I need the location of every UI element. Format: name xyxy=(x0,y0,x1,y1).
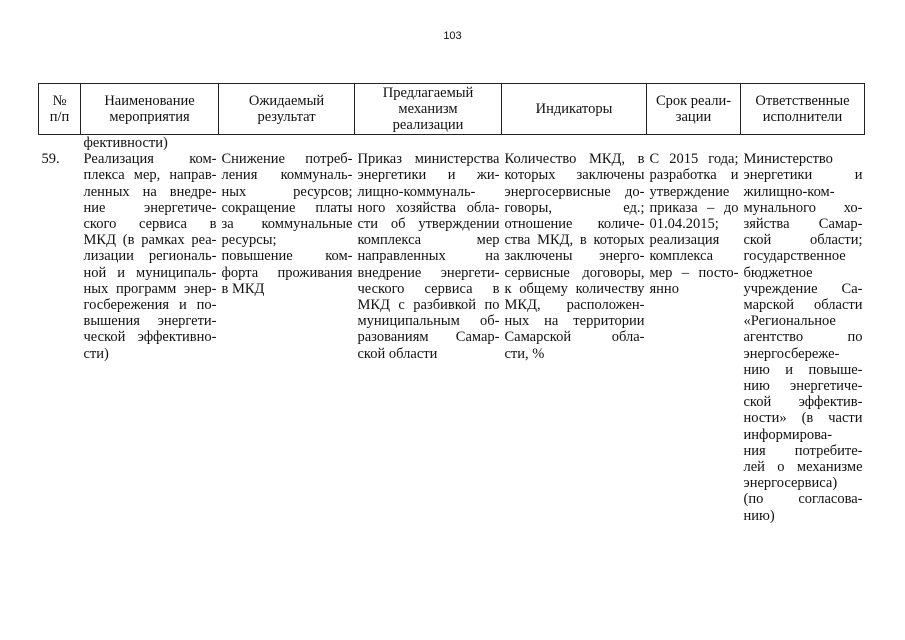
cell-line: повышение ком- xyxy=(221,248,353,265)
table-row xyxy=(39,151,865,524)
cell-line: ской области; xyxy=(743,232,863,249)
cell-line: ного хозяйства обла- xyxy=(357,199,500,216)
cell-line: лей о механизме xyxy=(743,459,863,476)
cell-line: энергосервиса) xyxy=(743,475,838,492)
cell-line: ства МКД, в которых xyxy=(504,232,645,249)
cell-line: реализация xyxy=(649,232,720,249)
table-header-row xyxy=(39,84,865,135)
cell-line: агентство по xyxy=(743,329,863,346)
cell-line: сти, % xyxy=(504,345,545,362)
cell-line: форта проживания xyxy=(221,264,353,281)
cell-line: энергосервисные до- xyxy=(504,183,645,200)
cell-line: 01.04.2015; xyxy=(649,216,719,233)
header-expected-result: Ожидаемый результат xyxy=(219,84,355,135)
cell-line: госбережения и по- xyxy=(83,297,217,314)
cell-line: лищно-коммуналь- xyxy=(357,183,476,200)
cell-line: Количество МКД, в xyxy=(504,151,645,168)
cell-line: лизации региональ- xyxy=(83,248,217,265)
cell-line: Реализация ком- xyxy=(83,151,217,168)
cell-line: к общему количеству xyxy=(504,280,645,297)
cell-line: сти) xyxy=(83,345,109,362)
cell-line: марской области xyxy=(743,297,863,314)
header-number: № п/п xyxy=(39,84,81,135)
cell-line: муниципальным об- xyxy=(357,313,500,330)
cell-line: ной и муниципаль- xyxy=(83,264,217,281)
cell-line: Министерство xyxy=(743,151,833,168)
cell-line: сти об утверждении xyxy=(357,216,500,233)
event-name-cell xyxy=(81,151,219,524)
cell-line: энергетики и жи- xyxy=(357,167,500,184)
cell-line: «Региональное xyxy=(743,313,836,330)
cell-line: внедрение энергети- xyxy=(357,264,500,281)
cell-line: Самарской обла- xyxy=(504,329,645,346)
cell-line: учреждение Са- xyxy=(743,280,863,297)
cell-line: в МКД xyxy=(221,280,265,297)
cell-line: ления коммуналь- xyxy=(221,167,353,184)
cell-line: нию энергетиче- xyxy=(743,378,863,395)
cell-line: комплекса xyxy=(649,248,714,265)
cell-line: государственное xyxy=(743,248,846,265)
cell-line: ных программ энер- xyxy=(83,280,217,297)
cell-line: ской области xyxy=(357,345,438,362)
cell-line: энергосбереже- xyxy=(743,345,840,362)
cell-line: ния потребите- xyxy=(743,442,863,459)
cell-line: направленных на xyxy=(357,248,500,265)
cell-line: разработка и xyxy=(649,167,739,184)
cell-line: комплекса мер xyxy=(357,232,500,249)
cell-line: сокращение платы xyxy=(221,199,353,216)
cell-line: ческой эффективно- xyxy=(83,329,217,346)
cell-line: зяйства Самар- xyxy=(743,216,863,233)
page-number: 103 xyxy=(443,30,462,42)
header-responsible: Ответственные исполнители xyxy=(741,84,865,135)
mechanism-cell xyxy=(355,151,502,524)
cell-line: ности» (в части xyxy=(743,410,863,427)
cell-line: ленных на внедре- xyxy=(83,183,217,200)
continuation-text: фективности) xyxy=(83,135,168,151)
row-number: 59. xyxy=(41,151,60,168)
cell-line: МКД с разбивкой по xyxy=(357,297,500,314)
indicators-cell xyxy=(502,151,647,524)
cell-line: нию и повыше- xyxy=(743,361,863,378)
cell-line: янно xyxy=(649,280,679,297)
cell-line: бюджетное xyxy=(743,264,813,281)
cell-line: МКД (в рамках реа- xyxy=(83,232,217,249)
cell-line: плекса мер, направ- xyxy=(83,167,217,184)
continuation-row xyxy=(39,135,865,152)
cell-line: которых заключены xyxy=(504,167,645,184)
cell-line: мер – посто- xyxy=(649,264,739,281)
cell-line: утверждение xyxy=(649,183,730,200)
measures-table xyxy=(38,83,865,524)
cell-line: Снижение потреб- xyxy=(221,151,353,168)
cell-line: (по согласова- xyxy=(743,491,863,508)
cell-line: ского сервиса в xyxy=(83,216,217,233)
cell-line: ческого сервиса в xyxy=(357,280,500,297)
cell-line: Приказ министерства xyxy=(357,151,500,168)
cell-line: вышения энергети- xyxy=(83,313,217,330)
header-event-name: Наименование мероприятия xyxy=(81,84,219,135)
cell-line: сервисные договоры, xyxy=(504,264,645,281)
header-mechanism: Предлагаемый механизм реализации xyxy=(355,84,502,135)
term-cell xyxy=(647,151,741,524)
cell-line: ской эффектив- xyxy=(743,394,863,411)
header-indicators: Индикаторы xyxy=(502,84,647,135)
header-term: Срок реали- зации xyxy=(647,84,741,135)
cell-line: информирова- xyxy=(743,426,833,443)
cell-line: разованиям Самар- xyxy=(357,329,500,346)
cell-line: ние энергетиче- xyxy=(83,199,217,216)
cell-line: мунального хо- xyxy=(743,199,863,216)
cell-line: нию) xyxy=(743,507,775,524)
cell-line: ных на территории xyxy=(504,313,645,330)
cell-line: С 2015 года; xyxy=(649,151,739,168)
cell-line: жилищно-ком- xyxy=(743,183,835,200)
cell-line: приказа – до xyxy=(649,199,739,216)
cell-line: отношение количе- xyxy=(504,216,645,233)
cell-line: энергетики и xyxy=(743,167,863,184)
cell-line: МКД, расположен- xyxy=(504,297,645,314)
cell-line: ресурсы; xyxy=(221,232,277,249)
cell-line: ных ресурсов; xyxy=(221,183,353,200)
cell-line: за коммунальные xyxy=(221,216,353,233)
responsible-cell xyxy=(741,151,865,524)
cell-line: говоры, ед.; xyxy=(504,199,645,216)
cell-line: заключены энерго- xyxy=(504,248,645,265)
expected-result-cell xyxy=(219,151,355,524)
